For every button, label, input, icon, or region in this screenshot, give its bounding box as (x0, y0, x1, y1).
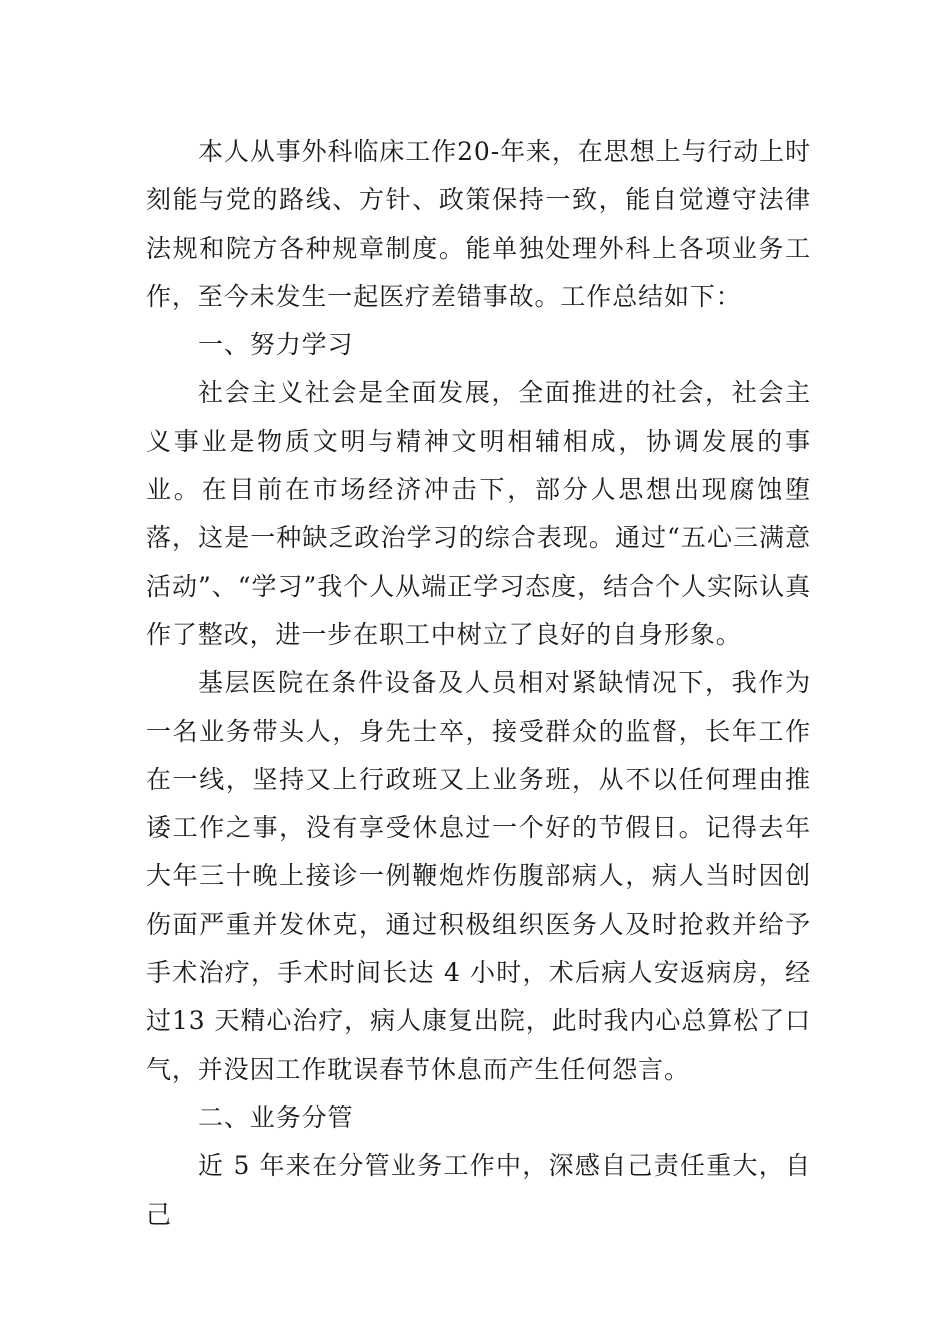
section-heading-business: 二、业务分管 (198, 1102, 354, 1132)
business-paragraph: 近 5 年来在分管业务工作中，深感自己责任重大，自己 (146, 1151, 811, 1229)
frontline-paragraph: 基层医院在条件设备及人员相对紧缺情况下，我作为一名业务带头人，身先士卒，接受群众的监督，长年工作在一线，坚持又上行政班又上业务班，从不以任何理由推诿工作之事，没有享受休息过一个好的节假日。记得去年大年三十晚上接诊一例鞭炮炸伤腹部病人，病人当时因创伤面严重并发休克，通过积极组织医务人及时抢救并给予手术治疗，手术时间长达 4 小时，术后病人安返病房，经过13 天精心治疗，病人康复出院，此时我内心总算松了口气，并没因工作耽误春节休息而产生任何怨言。 (146, 668, 811, 1084)
study-paragraph: 社会主义社会是全面发展，全面推进的社会，社会主义事业是物质文明与精神文明相辅相成，协调发展的事业。在目前在市场经济冲击下，部分人思想出现腐蚀堕落，这是一种缺乏政治学习的综合表现。通过“五心三满意活动”、“学习”我个人从端正学习态度，结合个人实际认真作了整改，进一步在职工中树立了良好的自身形象。 (146, 378, 811, 649)
document-body (146, 128, 811, 1239)
section-heading-study: 一、努力学习 (198, 330, 354, 360)
intro-paragraph: 本人从事外科临床工作20-年来，在思想上与行动上时刻能与党的路线、方针、政策保持一致，能自觉遵守法律法规和院方各种规章制度。能单独处理外科上各项业务工作，至今未发生一起医疗差错事故。工作总结如下： (146, 137, 811, 311)
